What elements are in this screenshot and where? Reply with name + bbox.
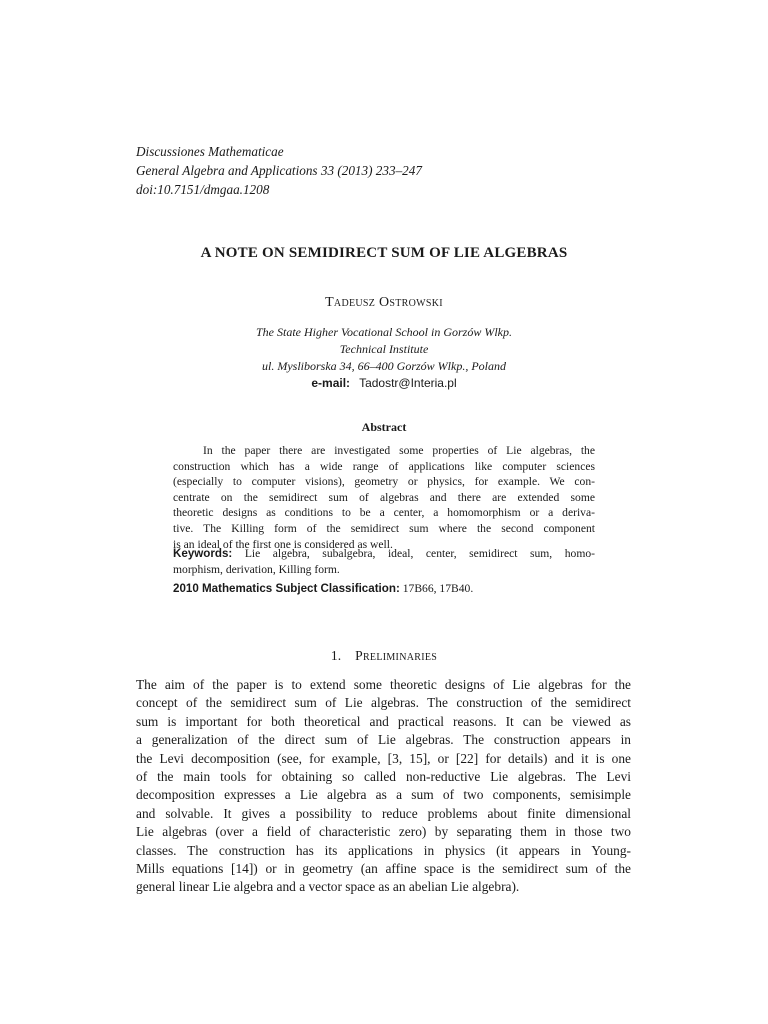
abstract-line: tive. The Killing form of the semidirect sum where the second component bbox=[173, 521, 595, 535]
keywords-line: morphism, derivation, Killing form. bbox=[173, 562, 340, 576]
body-line: decomposition expresses a Lie algebra as a sum of two components, semisimple bbox=[136, 787, 631, 803]
body-line: general linear Lie algebra and a vector space as an abelian Lie algebra). bbox=[136, 879, 520, 895]
msc-label: 2010 Mathematics Subject Classification: bbox=[173, 582, 400, 595]
body-line: a generalization of the direct sum of Lie algebras. The construction appears in bbox=[136, 732, 631, 748]
keywords-line bbox=[173, 546, 595, 562]
journal-header bbox=[136, 142, 422, 199]
body-line: classes. The construction has its applications in physics (it appears in Young- bbox=[136, 842, 631, 858]
affiliation bbox=[0, 324, 768, 375]
abstract-line: is an ideal of the first one is considered as well. bbox=[173, 537, 393, 551]
journal-doi: doi:10.7151/dmgaa.1208 bbox=[136, 182, 270, 197]
affiliation-line: ul. Mysliborska 34, 66–400 Gorzów Wlkp., Poland bbox=[262, 359, 506, 373]
email-address: Tadostr@Interia.pl bbox=[359, 376, 457, 390]
email-label: e-mail: bbox=[311, 376, 351, 390]
body-line: sum is important for both theoretical and practical reasons. It can be viewed as bbox=[136, 713, 631, 729]
journal-series: General Algebra and Applications 33 (2013) 233–247 bbox=[136, 163, 422, 178]
section-heading bbox=[0, 648, 768, 664]
body-line: concept of the semidirect sum of Lie algebras. The construction of the semidirect bbox=[136, 695, 631, 711]
body-line: the Levi decomposition (see, for example, [3, 15], or [22] for details) and it is one bbox=[136, 750, 631, 766]
body-paragraph bbox=[136, 676, 631, 897]
keywords-text: Lie algebra, subalgebra, ideal, center, semidirect sum, homo- bbox=[244, 547, 595, 560]
msc-value: 17B66, 17B40. bbox=[402, 582, 474, 595]
body-line: The aim of the paper is to extend some theoretic designs of Lie algebras for the bbox=[136, 677, 631, 692]
paper-title: A NOTE ON SEMIDIRECT SUM OF LIE ALGEBRAS bbox=[200, 245, 568, 261]
body-line: Mills equations [14]) or in geometry (an affine space is the semidirect sum of the bbox=[136, 861, 631, 877]
body-line: of the main tools for obtaining so called non-reductive Lie algebras. The Levi bbox=[136, 769, 631, 785]
abstract-body bbox=[173, 443, 595, 552]
abstract-line: construction which has a wide range of applications like computer sciences bbox=[173, 459, 595, 473]
abstract-heading: Abstract bbox=[361, 420, 407, 434]
keywords-label: Keywords: bbox=[173, 547, 233, 560]
body-line: and solvable. It gives a possibility to reduce problems about finite dimensional bbox=[136, 805, 631, 821]
affiliation-line: The State Higher Vocational School in Gorzów Wlkp. bbox=[256, 325, 512, 339]
section-name: Preliminaries bbox=[355, 648, 438, 663]
journal-name: Discussiones Mathematicae bbox=[136, 144, 284, 159]
affiliation-line: Technical Institute bbox=[339, 342, 429, 356]
msc-classification bbox=[173, 582, 473, 595]
author-name: Tadeusz Ostrowski bbox=[325, 295, 443, 310]
abstract-line: (especially to computer visions), geometry or physics, for example. We con- bbox=[173, 475, 595, 489]
author-email bbox=[0, 376, 768, 391]
abstract-line: theoretic designs as conditions to be a center, a homomorphism or a deriva- bbox=[173, 506, 595, 520]
section-number: 1. bbox=[330, 648, 342, 663]
body-line: Lie algebras (over a field of characteristic zero) by separating them in those two bbox=[136, 824, 631, 840]
abstract-line: centrate on the semidirect sum of algebras and there are extended some bbox=[173, 490, 595, 504]
abstract-line: In the paper there are investigated some properties of Lie algebras, the bbox=[203, 444, 595, 457]
keywords bbox=[173, 546, 595, 577]
